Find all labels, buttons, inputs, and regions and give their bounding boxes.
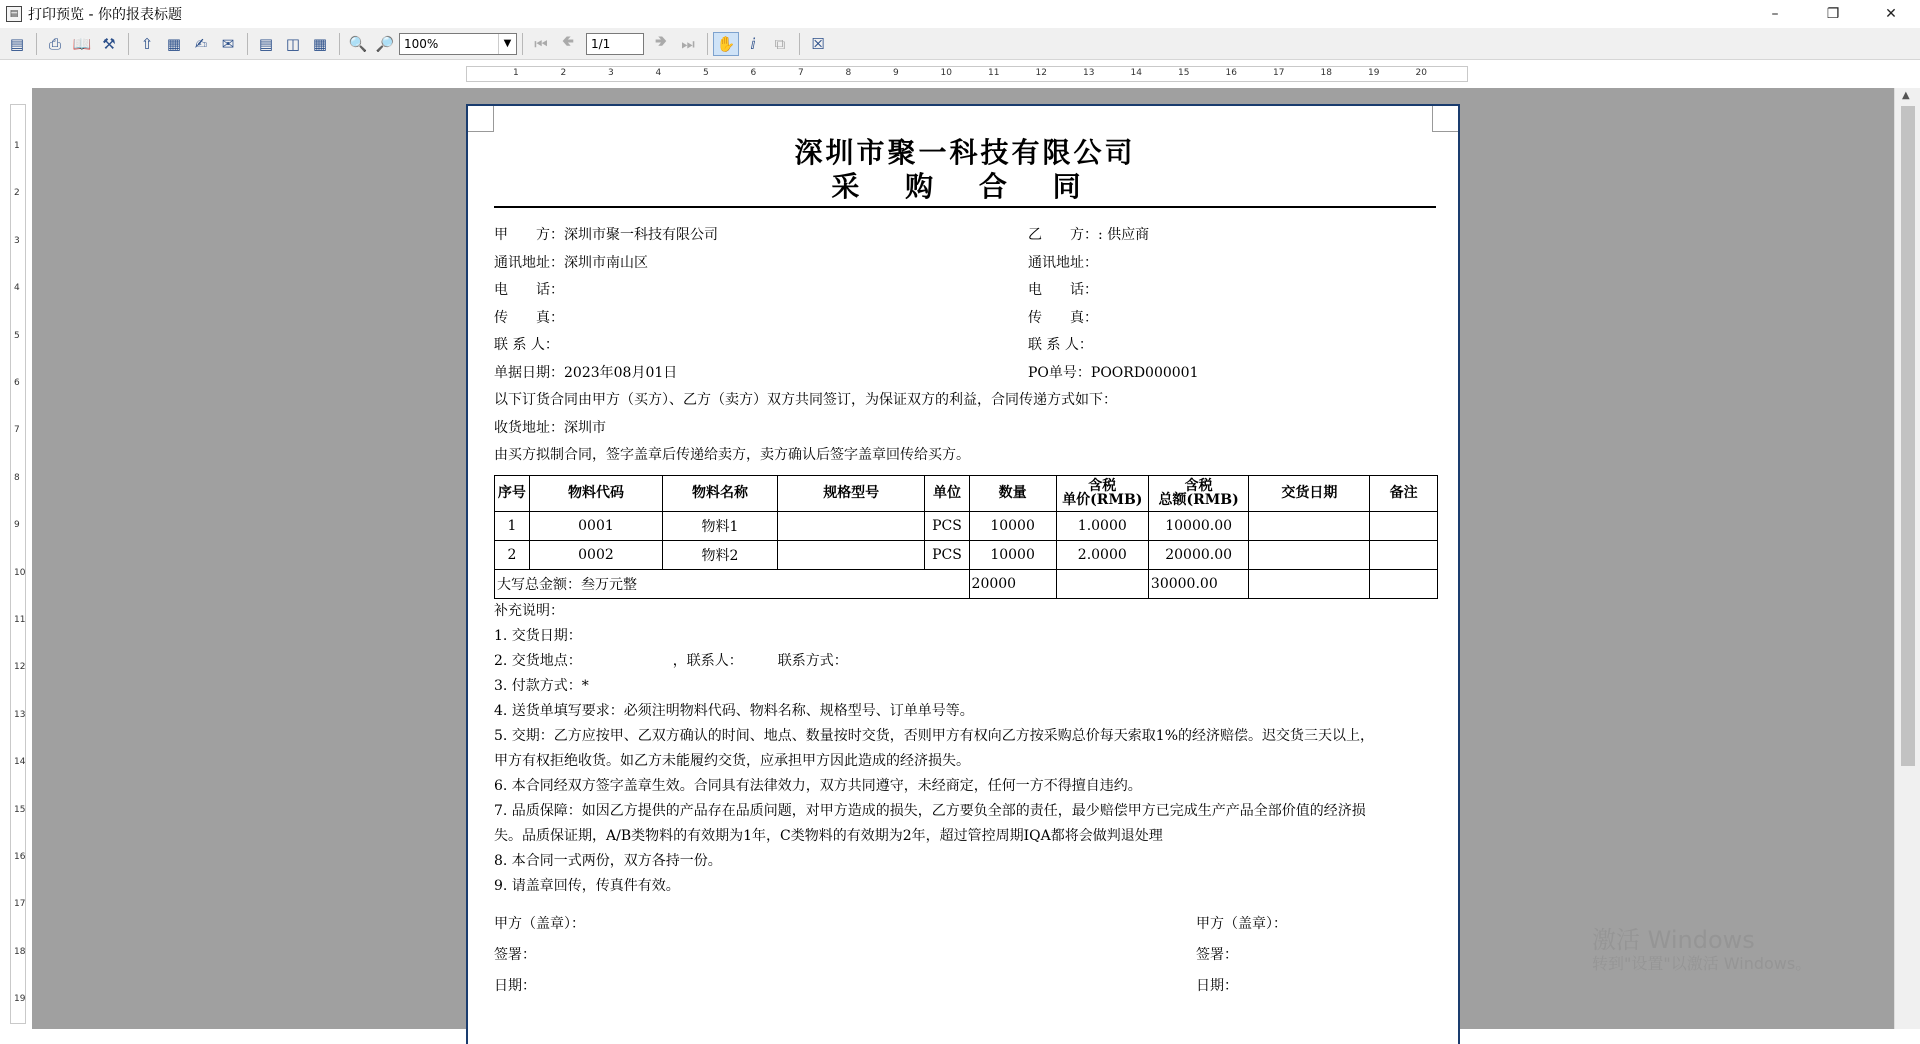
note-item: 7. 品质保障：如因乙方提供的产品存在品质问题，对甲方造成的损失，乙方要负全部的责任，最少赔偿甲方已完成生产产品全部价值的经济损 bbox=[494, 802, 1366, 819]
ruler-tick-label: 3 bbox=[608, 68, 614, 78]
transfer-method: 由买方拟制合同，签字盖章后传递给卖方，卖方确认后签字盖章回传给买方。 bbox=[494, 447, 970, 463]
table-cell: PCS bbox=[925, 511, 969, 540]
copy-icon[interactable]: ⧉ bbox=[774, 34, 786, 53]
note-item: 4. 送货单填写要求：必须注明物料代码、物料名称、规格型号、订单单号等。 bbox=[494, 702, 974, 719]
ruler-tick-label: 6 bbox=[14, 378, 20, 388]
table-cell: 10000 bbox=[969, 511, 1056, 540]
ruler-tick-label: 10 bbox=[14, 567, 26, 578]
first-page-icon[interactable]: ⏮ bbox=[534, 34, 548, 53]
vertical-scrollbar[interactable] bbox=[1894, 88, 1920, 1029]
ruler-tick-label: 17 bbox=[14, 899, 26, 910]
col-header: 规格型号 bbox=[777, 475, 925, 511]
po-value: POORD000001 bbox=[1090, 364, 1199, 381]
party-b-info bbox=[1028, 222, 1199, 387]
col-header: 序号 bbox=[495, 475, 530, 511]
contract-content bbox=[494, 132, 1436, 1005]
note-item: 甲方有权拒绝收货。如乙方未能履约交货，应承担甲方因此造成的经济损失。 bbox=[494, 752, 970, 769]
table-cell bbox=[777, 540, 925, 569]
single-page-icon[interactable]: ▤ bbox=[258, 34, 274, 53]
ruler-tick-label: 13 bbox=[1083, 68, 1095, 78]
ruler-tick-label: 12 bbox=[1035, 68, 1047, 78]
table-cell: 2 bbox=[495, 540, 530, 569]
ruler-tick-label: 7 bbox=[798, 68, 804, 78]
col-header: 交货日期 bbox=[1249, 475, 1370, 511]
export-icon[interactable]: ⇧ bbox=[140, 34, 154, 53]
email-icon[interactable]: ✉ bbox=[221, 34, 235, 53]
table-cell: 0002 bbox=[529, 540, 662, 569]
col-header: 单位 bbox=[925, 475, 969, 511]
table-cell bbox=[1370, 511, 1438, 540]
party-a-name-value: 深圳市聚一科技有限公司 bbox=[564, 227, 718, 243]
party-a-name-label: 甲 方： bbox=[494, 227, 564, 243]
col-header-top: 含税 bbox=[1088, 478, 1117, 494]
party-a-address-value: 深圳市南山区 bbox=[564, 254, 648, 271]
table-cell: 1.0000 bbox=[1056, 511, 1148, 540]
note-item: 1. 交货日期： bbox=[494, 627, 582, 644]
report-page bbox=[466, 104, 1460, 1044]
po-label: PO单号： bbox=[1028, 364, 1091, 381]
table-total-row bbox=[495, 569, 1438, 598]
ruler-tick-label: 8 bbox=[845, 68, 852, 78]
margin-corner-mark bbox=[1432, 106, 1458, 132]
chevron-down-icon[interactable]: ▼ bbox=[498, 34, 516, 54]
table-cell bbox=[1370, 540, 1438, 569]
seal-label: 甲方（盖章）： bbox=[1196, 915, 1287, 932]
ruler-tick-label: 2 bbox=[560, 68, 567, 78]
party-b-fax-label: 传 真： bbox=[1028, 309, 1098, 326]
total-qty: 20000 bbox=[969, 569, 1056, 598]
document-title: 采 购 合 同 bbox=[831, 170, 1099, 203]
ruler-tick-label: 19 bbox=[14, 994, 26, 1005]
minimize-button[interactable]: – bbox=[1771, 6, 1779, 22]
party-b-phone-label: 电 话： bbox=[1028, 282, 1098, 298]
ruler-tick-label: 5 bbox=[14, 330, 20, 341]
ruler-tick-label: 4 bbox=[655, 68, 662, 78]
note-item: 8. 本合同一式两份，双方各持一份。 bbox=[494, 852, 722, 869]
ruler-tick-label: 7 bbox=[14, 425, 20, 436]
intro-text: 以下订货合同由甲方（买方）、乙方（卖方）双方共同签订，为保证双方的利益，合同传递方式如下： bbox=[494, 392, 1117, 408]
ruler-tick-label: 14 bbox=[1130, 68, 1142, 78]
toolbar-separator bbox=[128, 33, 129, 55]
two-page-icon[interactable]: ◫ bbox=[285, 34, 301, 53]
doc-date-value: 2023年08月01日 bbox=[564, 364, 678, 381]
table-cell: 10000.00 bbox=[1148, 511, 1248, 540]
close-button[interactable]: ✕ bbox=[1885, 6, 1897, 22]
table-header-row bbox=[495, 475, 1438, 511]
zoom-value: 100% bbox=[404, 36, 439, 51]
ruler-tick-label: 3 bbox=[14, 235, 20, 246]
notes-title: 补充说明： bbox=[494, 602, 564, 619]
party-b-address-label: 通讯地址： bbox=[1028, 254, 1098, 271]
party-a-fax-label: 传 真： bbox=[494, 309, 564, 326]
ruler-tick-label: 19 bbox=[1368, 68, 1380, 78]
toolbar-separator bbox=[799, 33, 800, 55]
restore-button[interactable]: ❐ bbox=[1826, 6, 1840, 22]
ruler-tick-label: 18 bbox=[1320, 68, 1332, 78]
table-cell: 20000.00 bbox=[1148, 540, 1248, 569]
ruler-tick-label: 20 bbox=[1415, 68, 1427, 78]
col-header: 物料代码 bbox=[529, 475, 662, 511]
horizontal-ruler bbox=[466, 66, 1468, 82]
sign-date-label: 日期： bbox=[494, 977, 536, 994]
print-icon[interactable]: ⎙ bbox=[48, 34, 61, 53]
watermark-line1: 激活 Windows bbox=[1592, 926, 1755, 954]
watermark-line2: 转到"设置"以激活 Windows。 bbox=[1592, 954, 1812, 973]
multi-page-icon[interactable]: ▦ bbox=[312, 34, 328, 53]
ruler-tick-label: 18 bbox=[14, 946, 26, 957]
supplementary-notes bbox=[494, 599, 1436, 899]
note-item: 9. 请盖章回传，传真件有效。 bbox=[494, 877, 680, 894]
ruler-tick-label: 1 bbox=[513, 68, 519, 78]
open-book-icon[interactable]: 📖 bbox=[72, 34, 92, 53]
toolbar-separator bbox=[339, 33, 340, 55]
note-item: 2. 交货地点： ，联系人： 联系方式： bbox=[494, 652, 848, 669]
total-amount-words: 大写总金额：叁万元整 bbox=[495, 569, 970, 598]
seal-label: 甲方（盖章）： bbox=[494, 915, 585, 932]
scrollbar-thumb[interactable] bbox=[1901, 106, 1915, 766]
ruler-tick-label: 10 bbox=[940, 68, 952, 78]
table-row bbox=[495, 540, 1438, 569]
col-header: 物料名称 bbox=[663, 475, 778, 511]
table-cell: 0001 bbox=[529, 511, 662, 540]
tools-icon[interactable]: ⚒ bbox=[102, 34, 116, 53]
table-cell: 物料2 bbox=[663, 540, 778, 569]
vertical-ruler bbox=[10, 104, 26, 1024]
ruler-tick-label: 9 bbox=[14, 520, 20, 531]
ruler-tick-label: 11 bbox=[988, 68, 1000, 78]
toolbar-separator bbox=[247, 33, 248, 55]
note-item: 6. 本合同经双方签字盖章生效。合同具有法律效力，双方共同遵守，未经商定，任何一方不得擅自违约。 bbox=[494, 777, 1142, 794]
close-preview-icon[interactable]: ☒ bbox=[811, 34, 825, 53]
table-cell: 10000 bbox=[969, 540, 1056, 569]
col-header bbox=[1148, 475, 1248, 511]
margin-corner-mark bbox=[468, 106, 494, 132]
ruler-tick-label: 8 bbox=[14, 472, 20, 483]
items-table bbox=[494, 475, 1438, 599]
ruler-tick-label: 6 bbox=[750, 68, 757, 78]
next-page-icon[interactable]: 🢂 bbox=[654, 32, 668, 50]
window-controls bbox=[1746, 0, 1920, 28]
pdf-export-icon[interactable]: ✍ bbox=[194, 34, 208, 53]
party-a-address-label: 通讯地址： bbox=[494, 254, 564, 271]
party-info bbox=[494, 222, 1436, 387]
note-item: 失。品质保证期，A/B类物料的有效期为1年，C类物料的有效期为2年，超过管控周期IQA都将会做判退处理 bbox=[494, 827, 1163, 844]
ruler-tick-label: 16 bbox=[14, 852, 26, 862]
table-cell bbox=[1249, 540, 1370, 569]
table-row bbox=[495, 511, 1438, 540]
signature-left bbox=[494, 909, 585, 1002]
title-divider bbox=[494, 206, 1436, 208]
col-header: 备注 bbox=[1370, 475, 1438, 511]
zoom-select[interactable] bbox=[399, 33, 517, 55]
text-select-icon[interactable]: ⅈ bbox=[750, 34, 756, 53]
ruler-tick-label: 4 bbox=[14, 283, 20, 294]
zoom-out-icon[interactable]: 🔎 bbox=[375, 34, 395, 53]
toolbar-separator bbox=[707, 33, 708, 55]
prev-page-icon[interactable]: 🢀 bbox=[561, 32, 575, 50]
title-bar bbox=[0, 0, 1920, 28]
scroll-up-icon[interactable]: ▲ bbox=[1902, 90, 1910, 101]
table-cell bbox=[1056, 569, 1148, 598]
ruler-tick-label: 9 bbox=[893, 68, 899, 78]
sign-label: 签署： bbox=[494, 946, 536, 963]
col-header-bottom: 单价(RMB) bbox=[1062, 492, 1143, 508]
delivery-address-label: 收货地址： bbox=[494, 419, 564, 436]
col-header bbox=[1056, 475, 1148, 511]
ruler-tick-label: 13 bbox=[14, 709, 26, 720]
table-cell bbox=[1249, 511, 1370, 540]
table-cell: 2.0000 bbox=[1056, 540, 1148, 569]
doc-date-label: 单据日期： bbox=[494, 364, 564, 381]
last-page-icon[interactable]: ⏭ bbox=[681, 34, 695, 53]
col-header: 数量 bbox=[969, 475, 1056, 511]
table-cell: PCS bbox=[925, 540, 969, 569]
page-number-input[interactable]: 1/1 bbox=[586, 33, 644, 55]
table-cell bbox=[1370, 569, 1438, 598]
activation-watermark bbox=[1592, 926, 1811, 974]
sign-date-label: 日期： bbox=[1196, 977, 1238, 994]
signature-block bbox=[494, 909, 1436, 1005]
toggle-tree-icon[interactable]: ▤ bbox=[9, 34, 25, 53]
party-a-phone-label: 电 话： bbox=[494, 282, 564, 298]
table-cell: 物料1 bbox=[663, 511, 778, 540]
note-item: 3. 付款方式：* bbox=[494, 677, 589, 694]
excel-export-icon[interactable]: ▦ bbox=[166, 34, 182, 53]
window-title: 打印预览 - 你的报表标题 bbox=[28, 7, 182, 23]
company-name: 深圳市聚一科技有限公司 bbox=[794, 136, 1136, 169]
note-item: 5. 交期：乙方应按甲、乙双方确认的时间、地点、数量按时交货，否则甲方有权向乙方按采购总价每天索取1%的经济赔偿。迟交货三天以上， bbox=[494, 727, 1375, 744]
ruler-tick-label: 11 bbox=[14, 615, 26, 625]
ruler-tick-label: 14 bbox=[14, 757, 26, 768]
ruler-tick-label: 17 bbox=[1273, 68, 1285, 78]
delivery-address-value: 深圳市 bbox=[564, 419, 606, 436]
toolbar-separator bbox=[36, 33, 37, 55]
table-cell bbox=[777, 511, 925, 540]
col-header-bottom: 总额(RMB) bbox=[1158, 492, 1239, 508]
ruler-tick-label: 5 bbox=[703, 68, 709, 78]
party-a-contact-label: 联 系 人： bbox=[494, 337, 559, 353]
ruler-tick-label: 16 bbox=[1225, 68, 1237, 78]
ruler-tick-label: 15 bbox=[1178, 68, 1190, 78]
col-header-top: 含税 bbox=[1184, 478, 1213, 494]
ruler-tick-label: 12 bbox=[14, 662, 26, 673]
ruler-tick-label: 15 bbox=[14, 804, 26, 815]
party-a-info bbox=[494, 222, 718, 387]
signature-right bbox=[1196, 909, 1287, 1002]
toolbar-separator bbox=[522, 33, 523, 55]
report-icon: ▤ bbox=[6, 6, 22, 22]
zoom-in-icon[interactable]: 🔍 bbox=[348, 34, 368, 53]
preview-toolbar bbox=[0, 28, 1920, 60]
delivery-address bbox=[494, 415, 1436, 443]
total-amount: 30000.00 bbox=[1148, 569, 1248, 598]
ruler-tick-label: 1 bbox=[14, 141, 20, 151]
ruler-tick-label: 2 bbox=[14, 188, 20, 199]
party-b-name-value: : 供应商 bbox=[1098, 227, 1150, 243]
party-b-name-label: 乙 方： bbox=[1028, 227, 1098, 243]
sign-label: 签署： bbox=[1196, 946, 1238, 963]
hand-tool-icon[interactable]: ✋ bbox=[713, 32, 739, 56]
table-cell: 1 bbox=[495, 511, 530, 540]
table-cell bbox=[1249, 569, 1370, 598]
party-b-contact-label: 联 系 人： bbox=[1028, 337, 1093, 353]
